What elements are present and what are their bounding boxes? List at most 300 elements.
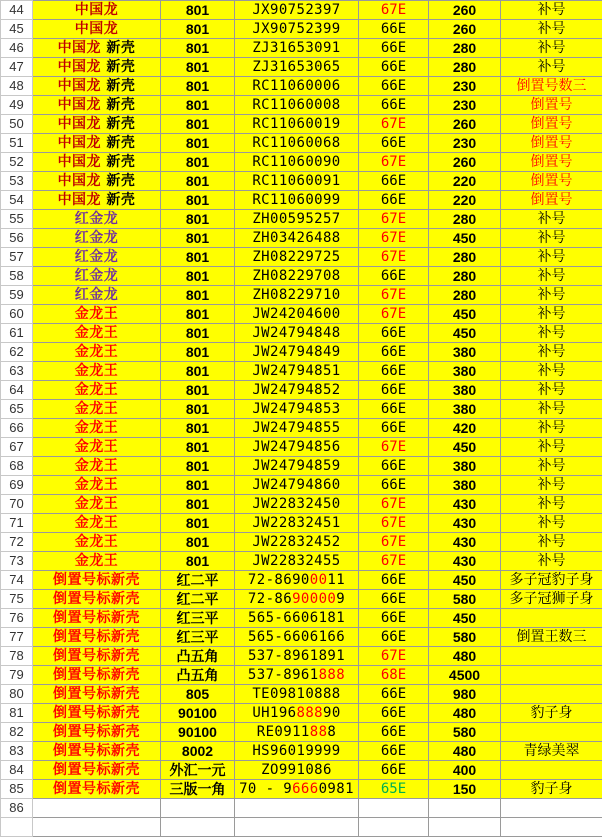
row-number[interactable]: 47 <box>1 58 33 77</box>
row-number[interactable]: 73 <box>1 552 33 571</box>
cell-note[interactable] <box>501 153 602 172</box>
cell-note[interactable] <box>501 381 602 400</box>
cell-denom[interactable]: 801 <box>161 115 235 134</box>
cell-denom[interactable]: 801 <box>161 552 235 571</box>
cell-denom[interactable] <box>161 799 235 818</box>
row-number[interactable]: 45 <box>1 20 33 39</box>
cell-name[interactable] <box>33 248 161 267</box>
cell-name[interactable] <box>33 685 161 704</box>
cell-name[interactable] <box>33 723 161 742</box>
row-number[interactable]: 85 <box>1 780 33 799</box>
cell-type[interactable] <box>359 590 429 609</box>
cell-name[interactable] <box>33 400 161 419</box>
cell-name[interactable] <box>33 666 161 685</box>
cell-price[interactable]: 580 <box>429 628 501 647</box>
cell-denom[interactable]: 801 <box>161 324 235 343</box>
cell-price[interactable]: 380 <box>429 381 501 400</box>
cell-type[interactable] <box>359 552 429 571</box>
cell-denom[interactable]: 801 <box>161 476 235 495</box>
cell-denom[interactable]: 凸五角 <box>161 666 235 685</box>
cell-code[interactable] <box>235 343 359 362</box>
cell-type[interactable] <box>359 609 429 628</box>
cell-price[interactable]: 450 <box>429 229 501 248</box>
cell-price[interactable]: 480 <box>429 742 501 761</box>
cell-price[interactable]: 430 <box>429 552 501 571</box>
cell-type[interactable] <box>359 799 429 818</box>
cell-denom[interactable] <box>161 818 235 837</box>
cell-code[interactable] <box>235 210 359 229</box>
row-number[interactable]: 70 <box>1 495 33 514</box>
cell-price[interactable]: 280 <box>429 248 501 267</box>
cell-note[interactable] <box>501 647 602 666</box>
cell-note[interactable] <box>501 96 602 115</box>
cell-name[interactable] <box>33 134 161 153</box>
cell-code[interactable] <box>235 818 359 837</box>
cell-code[interactable] <box>235 229 359 248</box>
cell-type[interactable] <box>359 438 429 457</box>
row-number[interactable]: 84 <box>1 761 33 780</box>
cell-type[interactable] <box>359 229 429 248</box>
cell-type[interactable] <box>359 685 429 704</box>
cell-price[interactable]: 450 <box>429 324 501 343</box>
cell-price[interactable]: 280 <box>429 267 501 286</box>
cell-code[interactable] <box>235 571 359 590</box>
cell-name[interactable] <box>33 20 161 39</box>
cell-price[interactable]: 450 <box>429 609 501 628</box>
cell-denom[interactable]: 801 <box>161 381 235 400</box>
cell-code[interactable] <box>235 286 359 305</box>
cell-denom[interactable]: 红三平 <box>161 609 235 628</box>
cell-denom[interactable]: 801 <box>161 533 235 552</box>
cell-note[interactable] <box>501 590 602 609</box>
cell-denom[interactable]: 红二平 <box>161 590 235 609</box>
row-number[interactable]: 61 <box>1 324 33 343</box>
cell-note[interactable] <box>501 799 602 818</box>
cell-denom[interactable]: 801 <box>161 400 235 419</box>
cell-price[interactable]: 400 <box>429 761 501 780</box>
cell-name[interactable] <box>33 476 161 495</box>
cell-code[interactable] <box>235 761 359 780</box>
cell-type[interactable] <box>359 39 429 58</box>
cell-type[interactable] <box>359 704 429 723</box>
cell-price[interactable]: 230 <box>429 77 501 96</box>
cell-name[interactable] <box>33 229 161 248</box>
row-number[interactable]: 78 <box>1 647 33 666</box>
cell-name[interactable] <box>33 742 161 761</box>
cell-code[interactable] <box>235 647 359 666</box>
cell-note[interactable] <box>501 1 602 20</box>
row-number[interactable]: 55 <box>1 210 33 229</box>
cell-denom[interactable]: 801 <box>161 267 235 286</box>
row-number[interactable]: 83 <box>1 742 33 761</box>
cell-type[interactable] <box>359 476 429 495</box>
cell-note[interactable] <box>501 58 602 77</box>
cell-price[interactable]: 430 <box>429 495 501 514</box>
cell-type[interactable] <box>359 628 429 647</box>
cell-note[interactable] <box>501 704 602 723</box>
cell-note[interactable] <box>501 609 602 628</box>
cell-denom[interactable]: 8002 <box>161 742 235 761</box>
cell-note[interactable] <box>501 305 602 324</box>
cell-code[interactable] <box>235 267 359 286</box>
cell-code[interactable] <box>235 704 359 723</box>
cell-note[interactable] <box>501 343 602 362</box>
cell-type[interactable] <box>359 77 429 96</box>
cell-name[interactable] <box>33 286 161 305</box>
cell-note[interactable] <box>501 286 602 305</box>
row-number[interactable]: 66 <box>1 419 33 438</box>
cell-code[interactable] <box>235 324 359 343</box>
cell-price[interactable]: 480 <box>429 704 501 723</box>
cell-code[interactable] <box>235 153 359 172</box>
cell-denom[interactable]: 801 <box>161 419 235 438</box>
cell-price[interactable]: 580 <box>429 723 501 742</box>
cell-denom[interactable]: 90100 <box>161 723 235 742</box>
cell-name[interactable] <box>33 39 161 58</box>
cell-denom[interactable]: 801 <box>161 495 235 514</box>
cell-type[interactable] <box>359 324 429 343</box>
row-number[interactable]: 72 <box>1 533 33 552</box>
cell-denom[interactable]: 801 <box>161 20 235 39</box>
row-number[interactable]: 64 <box>1 381 33 400</box>
cell-type[interactable] <box>359 20 429 39</box>
cell-note[interactable] <box>501 666 602 685</box>
cell-price[interactable] <box>429 818 501 837</box>
cell-denom[interactable]: 801 <box>161 191 235 210</box>
cell-price[interactable]: 280 <box>429 58 501 77</box>
cell-price[interactable]: 380 <box>429 400 501 419</box>
cell-type[interactable] <box>359 134 429 153</box>
cell-type[interactable] <box>359 58 429 77</box>
cell-price[interactable]: 430 <box>429 514 501 533</box>
cell-denom[interactable]: 801 <box>161 248 235 267</box>
cell-name[interactable] <box>33 647 161 666</box>
cell-name[interactable] <box>33 343 161 362</box>
cell-name[interactable] <box>33 590 161 609</box>
cell-price[interactable]: 280 <box>429 210 501 229</box>
cell-type[interactable] <box>359 723 429 742</box>
cell-note[interactable] <box>501 818 602 837</box>
cell-note[interactable] <box>501 457 602 476</box>
cell-code[interactable] <box>235 628 359 647</box>
cell-name[interactable] <box>33 58 161 77</box>
cell-code[interactable] <box>235 58 359 77</box>
cell-note[interactable] <box>501 533 602 552</box>
row-number[interactable]: 60 <box>1 305 33 324</box>
cell-note[interactable] <box>501 134 602 153</box>
cell-name[interactable] <box>33 552 161 571</box>
cell-code[interactable] <box>235 666 359 685</box>
cell-price[interactable]: 280 <box>429 39 501 58</box>
cell-note[interactable] <box>501 362 602 381</box>
cell-type[interactable] <box>359 96 429 115</box>
cell-code[interactable] <box>235 476 359 495</box>
cell-denom[interactable]: 红三平 <box>161 628 235 647</box>
cell-name[interactable] <box>33 571 161 590</box>
cell-denom[interactable]: 801 <box>161 343 235 362</box>
cell-type[interactable] <box>359 495 429 514</box>
cell-note[interactable] <box>501 419 602 438</box>
cell-note[interactable] <box>501 438 602 457</box>
cell-code[interactable] <box>235 609 359 628</box>
cell-denom[interactable]: 801 <box>161 438 235 457</box>
cell-denom[interactable]: 凸五角 <box>161 647 235 666</box>
row-number[interactable]: 68 <box>1 457 33 476</box>
cell-price[interactable]: 260 <box>429 20 501 39</box>
row-number[interactable]: 57 <box>1 248 33 267</box>
row-number[interactable]: 77 <box>1 628 33 647</box>
cell-note[interactable] <box>501 324 602 343</box>
cell-denom[interactable]: 801 <box>161 1 235 20</box>
cell-price[interactable]: 260 <box>429 153 501 172</box>
cell-code[interactable] <box>235 305 359 324</box>
cell-code[interactable] <box>235 457 359 476</box>
cell-code[interactable] <box>235 134 359 153</box>
cell-price[interactable]: 430 <box>429 533 501 552</box>
cell-denom[interactable]: 801 <box>161 305 235 324</box>
cell-note[interactable] <box>501 780 602 799</box>
cell-denom[interactable]: 801 <box>161 210 235 229</box>
cell-type[interactable] <box>359 419 429 438</box>
row-number[interactable]: 71 <box>1 514 33 533</box>
cell-note[interactable] <box>501 514 602 533</box>
cell-note[interactable] <box>501 685 602 704</box>
cell-name[interactable] <box>33 324 161 343</box>
cell-denom[interactable]: 801 <box>161 39 235 58</box>
cell-code[interactable] <box>235 590 359 609</box>
cell-code[interactable] <box>235 742 359 761</box>
cell-code[interactable] <box>235 39 359 58</box>
cell-type[interactable] <box>359 400 429 419</box>
cell-code[interactable] <box>235 20 359 39</box>
cell-price[interactable]: 580 <box>429 590 501 609</box>
cell-note[interactable] <box>501 742 602 761</box>
row-number[interactable]: 49 <box>1 96 33 115</box>
cell-type[interactable] <box>359 666 429 685</box>
cell-name[interactable] <box>33 419 161 438</box>
cell-name[interactable] <box>33 210 161 229</box>
cell-name[interactable] <box>33 609 161 628</box>
cell-note[interactable] <box>501 495 602 514</box>
cell-name[interactable] <box>33 628 161 647</box>
cell-name[interactable] <box>33 780 161 799</box>
cell-type[interactable] <box>359 742 429 761</box>
row-number[interactable]: 56 <box>1 229 33 248</box>
cell-code[interactable] <box>235 552 359 571</box>
cell-denom[interactable]: 801 <box>161 229 235 248</box>
cell-type[interactable] <box>359 381 429 400</box>
cell-price[interactable]: 420 <box>429 419 501 438</box>
cell-type[interactable] <box>359 153 429 172</box>
cell-price[interactable]: 380 <box>429 457 501 476</box>
cell-price[interactable]: 450 <box>429 305 501 324</box>
cell-note[interactable] <box>501 172 602 191</box>
cell-type[interactable] <box>359 286 429 305</box>
cell-price[interactable]: 230 <box>429 96 501 115</box>
row-number[interactable]: 59 <box>1 286 33 305</box>
cell-name[interactable] <box>33 533 161 552</box>
cell-denom[interactable]: 801 <box>161 96 235 115</box>
row-number[interactable]: 62 <box>1 343 33 362</box>
cell-price[interactable]: 260 <box>429 115 501 134</box>
cell-price[interactable]: 220 <box>429 172 501 191</box>
cell-note[interactable] <box>501 552 602 571</box>
cell-name[interactable] <box>33 495 161 514</box>
cell-price[interactable]: 450 <box>429 438 501 457</box>
cell-denom[interactable]: 801 <box>161 58 235 77</box>
row-number[interactable]: 58 <box>1 267 33 286</box>
cell-denom[interactable]: 801 <box>161 172 235 191</box>
cell-name[interactable] <box>33 438 161 457</box>
cell-type[interactable] <box>359 571 429 590</box>
cell-code[interactable] <box>235 381 359 400</box>
cell-denom[interactable]: 801 <box>161 457 235 476</box>
cell-name[interactable] <box>33 96 161 115</box>
cell-denom[interactable]: 801 <box>161 286 235 305</box>
cell-price[interactable]: 450 <box>429 571 501 590</box>
row-number[interactable]: 51 <box>1 134 33 153</box>
cell-note[interactable] <box>501 229 602 248</box>
row-number[interactable]: 86 <box>1 799 33 818</box>
cell-price[interactable]: 150 <box>429 780 501 799</box>
cell-denom[interactable]: 805 <box>161 685 235 704</box>
cell-code[interactable] <box>235 685 359 704</box>
cell-type[interactable] <box>359 343 429 362</box>
cell-note[interactable] <box>501 191 602 210</box>
cell-denom[interactable]: 801 <box>161 134 235 153</box>
cell-code[interactable] <box>235 191 359 210</box>
cell-type[interactable] <box>359 647 429 666</box>
cell-denom[interactable]: 801 <box>161 153 235 172</box>
cell-code[interactable] <box>235 172 359 191</box>
cell-type[interactable] <box>359 818 429 837</box>
row-number[interactable]: 79 <box>1 666 33 685</box>
cell-type[interactable] <box>359 533 429 552</box>
cell-type[interactable] <box>359 248 429 267</box>
cell-note[interactable] <box>501 628 602 647</box>
row-number[interactable]: 75 <box>1 590 33 609</box>
cell-name[interactable] <box>33 191 161 210</box>
cell-type[interactable] <box>359 191 429 210</box>
cell-price[interactable]: 220 <box>429 191 501 210</box>
cell-name[interactable] <box>33 457 161 476</box>
cell-type[interactable] <box>359 267 429 286</box>
cell-type[interactable] <box>359 1 429 20</box>
cell-note[interactable] <box>501 77 602 96</box>
cell-type[interactable] <box>359 457 429 476</box>
cell-code[interactable] <box>235 362 359 381</box>
row-number[interactable]: 48 <box>1 77 33 96</box>
cell-type[interactable] <box>359 305 429 324</box>
cell-name[interactable] <box>33 305 161 324</box>
cell-name[interactable] <box>33 818 161 837</box>
cell-name[interactable] <box>33 514 161 533</box>
cell-type[interactable] <box>359 172 429 191</box>
cell-name[interactable] <box>33 761 161 780</box>
cell-note[interactable] <box>501 115 602 134</box>
cell-code[interactable] <box>235 438 359 457</box>
row-number[interactable]: 81 <box>1 704 33 723</box>
cell-price[interactable]: 280 <box>429 286 501 305</box>
cell-note[interactable] <box>501 39 602 58</box>
cell-name[interactable] <box>33 704 161 723</box>
cell-code[interactable] <box>235 1 359 20</box>
cell-note[interactable] <box>501 210 602 229</box>
cell-note[interactable] <box>501 723 602 742</box>
row-number[interactable]: 80 <box>1 685 33 704</box>
cell-denom[interactable]: 90100 <box>161 704 235 723</box>
row-number[interactable]: 76 <box>1 609 33 628</box>
row-number[interactable]: 53 <box>1 172 33 191</box>
cell-code[interactable] <box>235 723 359 742</box>
cell-price[interactable]: 230 <box>429 134 501 153</box>
row-number[interactable] <box>1 818 33 837</box>
cell-code[interactable] <box>235 495 359 514</box>
row-number[interactable]: 44 <box>1 1 33 20</box>
cell-code[interactable] <box>235 514 359 533</box>
row-number[interactable]: 46 <box>1 39 33 58</box>
cell-code[interactable] <box>235 248 359 267</box>
cell-price[interactable]: 4500 <box>429 666 501 685</box>
cell-name[interactable] <box>33 799 161 818</box>
cell-denom[interactable]: 外汇一元 <box>161 761 235 780</box>
cell-name[interactable] <box>33 77 161 96</box>
cell-code[interactable] <box>235 115 359 134</box>
cell-name[interactable] <box>33 1 161 20</box>
cell-name[interactable] <box>33 362 161 381</box>
row-number[interactable]: 50 <box>1 115 33 134</box>
cell-code[interactable] <box>235 419 359 438</box>
cell-type[interactable] <box>359 761 429 780</box>
row-number[interactable]: 67 <box>1 438 33 457</box>
row-number[interactable]: 63 <box>1 362 33 381</box>
cell-price[interactable]: 380 <box>429 362 501 381</box>
cell-note[interactable] <box>501 476 602 495</box>
cell-code[interactable] <box>235 400 359 419</box>
cell-note[interactable] <box>501 761 602 780</box>
cell-type[interactable] <box>359 514 429 533</box>
cell-name[interactable] <box>33 381 161 400</box>
cell-type[interactable] <box>359 780 429 799</box>
cell-code[interactable] <box>235 77 359 96</box>
row-number[interactable]: 69 <box>1 476 33 495</box>
row-number[interactable]: 74 <box>1 571 33 590</box>
cell-name[interactable] <box>33 172 161 191</box>
cell-type[interactable] <box>359 210 429 229</box>
cell-code[interactable] <box>235 533 359 552</box>
row-number[interactable]: 82 <box>1 723 33 742</box>
cell-price[interactable]: 380 <box>429 476 501 495</box>
cell-price[interactable] <box>429 799 501 818</box>
cell-note[interactable] <box>501 248 602 267</box>
cell-denom[interactable]: 三版一角 <box>161 780 235 799</box>
cell-note[interactable] <box>501 400 602 419</box>
cell-type[interactable] <box>359 362 429 381</box>
cell-name[interactable] <box>33 267 161 286</box>
cell-denom[interactable]: 801 <box>161 77 235 96</box>
row-number[interactable]: 52 <box>1 153 33 172</box>
cell-denom[interactable]: 801 <box>161 514 235 533</box>
cell-type[interactable] <box>359 115 429 134</box>
cell-code[interactable] <box>235 799 359 818</box>
row-number[interactable]: 54 <box>1 191 33 210</box>
cell-denom[interactable]: 801 <box>161 362 235 381</box>
cell-name[interactable] <box>33 115 161 134</box>
cell-note[interactable] <box>501 571 602 590</box>
cell-name[interactable] <box>33 153 161 172</box>
cell-denom[interactable]: 红二平 <box>161 571 235 590</box>
cell-price[interactable]: 380 <box>429 343 501 362</box>
